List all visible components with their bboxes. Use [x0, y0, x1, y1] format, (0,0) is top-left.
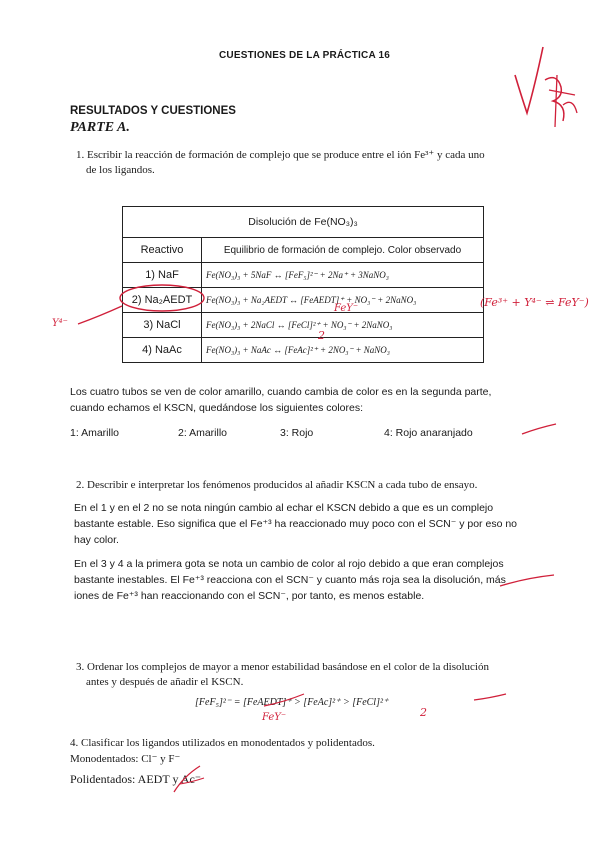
table-title: Disolución de Fe(NO₃)₃	[123, 207, 484, 238]
answer-2a-line-3: hay color.	[74, 534, 119, 546]
answer-2a-line-1: En el 1 y en el 2 no se nota ningún cambio al echar el KSCN debido a que es un complejo	[74, 502, 494, 514]
table-header-row	[123, 238, 484, 263]
header-reactivo: Reactivo	[123, 238, 202, 263]
document-title: CUESTIONES DE LA PRÁCTICA 16	[219, 50, 390, 61]
section-heading: RESULTADOS Y CUESTIONES	[70, 105, 236, 117]
tube-color-1: 1: Amarillo	[70, 427, 120, 439]
reagent-cell: 2) Na₂AEDT	[123, 288, 202, 313]
reagent-cell: 1) NaF	[123, 263, 202, 288]
strike-through-icon	[260, 690, 310, 712]
equation-cell: Fe(NO₃)₃ + Na₂AEDT ↔ [FeAEDT]⁺ + NO₃⁻ + 2NaNO₃	[202, 288, 484, 313]
tube-color-2: 2: Amarillo	[178, 427, 228, 439]
answer-2a-line-2: bastante estable. Eso significa que el Fe⁺³ ha reaccionado muy poco con el SCN⁻ y por eso no	[74, 518, 517, 530]
hand-correction-icon	[170, 762, 210, 796]
table-title-row	[123, 207, 484, 238]
monodentate-answer: Monodentados: Cl⁻ y F⁻	[70, 753, 181, 765]
question-3-line-2: antes y después de añadir el KSCN.	[86, 676, 244, 688]
annotation-two-table: 2	[318, 329, 325, 342]
annotation-two-order: 2	[420, 706, 427, 719]
reagent-cell: 3) NaCl	[123, 313, 202, 338]
tube-color-3: 3: Rojo	[280, 427, 314, 439]
equation-cell: Fe(NO₃)₃ + 2NaCl ↔ [FeCl]²⁺ + NO₃⁻ + 2NaNO₃	[202, 313, 484, 338]
equation-cell: Fe(NO₃)₃ + NaAc ↔ [FeAc]²⁺ + 2NO₃⁻ + NaNO₃	[202, 338, 484, 363]
annotation-fey-table: FeY⁻	[334, 303, 359, 314]
question-1-line-1: 1. Escribir la reacción de formación de complejo que se produce entre el ión Fe³⁺ y cada uno	[76, 149, 485, 161]
grade-mark-icon	[505, 35, 585, 130]
answer-2b-line-2: bastante inestables. El Fe⁺³ reacciona con el SCN⁻ y cuanto más roja sea la disolución, más	[74, 574, 506, 586]
equation-cell: Fe(NO₃)₃ + 5NaF ↔ [FeF₅]²⁻ + 2Na⁺ + 3NaNO₃	[202, 263, 484, 288]
stability-order: [FeF₅]²⁻ = [FeAEDT]⁺ > [FeAc]²⁺ > [FeCl]²⁺	[195, 697, 389, 708]
answer-2b-line-3: iones de Fe⁺³ han reaccionando con el SCN⁻, por tanto, es menos estable.	[74, 590, 425, 602]
tubes-paragraph-line-2: cuando echamos el KSCN, quedándose los siguientes colores:	[70, 402, 364, 414]
answer-2b-line-1: En el 3 y 4 a la primera gota se nota un cambio de color al rojo debido a que eran complejos	[74, 558, 504, 570]
question-3-line-1: 3. Ordenar los complejos de mayor a menor estabilidad basándose en el color de la disolución	[76, 661, 489, 673]
check-stroke-icon	[472, 690, 512, 706]
annotation-fey-order: FeY⁻	[262, 712, 287, 723]
table-row	[123, 338, 484, 363]
polidentate-answer: Polidentados: AEDT y Ac⁻	[70, 772, 202, 786]
check-stroke-icon	[498, 572, 558, 592]
question-2: 2. Describir e interpretar los fenómenos producidos al añadir KSCN a cada tubo de ensayo.	[76, 479, 478, 491]
reagent-cell: 4) NaAc	[123, 338, 202, 363]
question-1-line-2: de los ligandos.	[86, 164, 155, 176]
part-heading: PARTE A.	[70, 120, 130, 135]
tube-color-4: 4: Rojo anaranjado	[384, 427, 473, 439]
annotation-side-equation: (Fe³⁺ + Y⁴⁻ ⇌ FeY⁻)	[480, 296, 589, 309]
check-stroke-icon	[520, 420, 560, 440]
annotation-y4: Y⁴⁻	[52, 318, 68, 329]
question-4: 4. Clasificar los ligandos utilizados en monodentados y polidentados.	[70, 737, 375, 749]
tubes-paragraph-line-1: Los cuatro tubos se ven de color amarillo, cuando cambia de color es en la segunda parte,	[70, 386, 492, 398]
hand-circle-annotation-icon	[50, 280, 210, 340]
header-equilibrio: Equilibrio de formación de complejo. Color observado	[202, 238, 484, 263]
